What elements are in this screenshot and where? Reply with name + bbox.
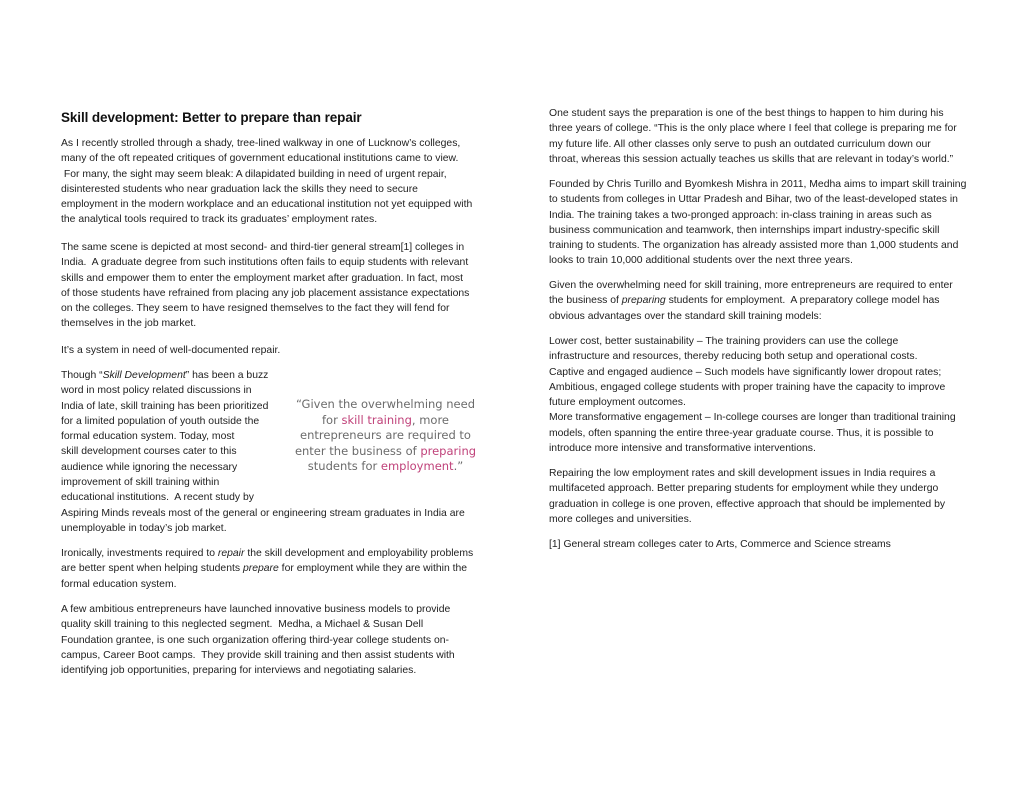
text-line bbox=[61, 368, 491, 383]
italic-term: preparing bbox=[621, 295, 666, 307]
text-line: skill development courses cater to this bbox=[61, 446, 237, 458]
text-line: quality skill training to this neglected segment. Medha, a Michael & Susan Dell bbox=[61, 619, 424, 631]
text-line: Captive and engaged audience – Such models have significantly lower dropout rates; bbox=[549, 366, 942, 378]
text-line: improvement of skill training within bbox=[61, 477, 220, 489]
text-line: Lower cost, better sustainability – The training providers can use the college bbox=[549, 336, 899, 347]
text-line: unemployable in today’s job market. bbox=[61, 522, 227, 534]
text-fragment: for employment while they are within the bbox=[278, 563, 468, 575]
italic-term: prepare bbox=[242, 563, 279, 575]
footnote: [1] General stream colleges cater to Arts, Commerce and Science streams bbox=[549, 539, 891, 550]
text-line: graduation in college is one proven, effective approach that should be implemented by bbox=[549, 498, 946, 510]
text-line: of those students have refrained from placing any job placement assistance expectations bbox=[61, 287, 470, 299]
text-line: The same scene is depicted at most second- and third-tier general stream[1] colleges in bbox=[61, 242, 465, 253]
text-line: throat, whereas this session actually teaches us skills that are relevant in today’s world.” bbox=[549, 153, 954, 165]
text-line: formal education system. bbox=[61, 578, 177, 590]
italic-term: Skill Development bbox=[102, 370, 186, 381]
text-line: More transformative engagement – In-college courses are longer than traditional training bbox=[549, 412, 956, 424]
quote-highlight: skill training bbox=[341, 412, 412, 427]
text-fragment: for bbox=[321, 412, 342, 427]
text-line: Repairing the low employment rates and skill development issues in India requires a bbox=[549, 468, 936, 479]
text-line: campus, Career Boot camps. They provide skill training and then assist students with bbox=[61, 649, 455, 661]
text-line: my future life. All other classes only serve to push an outdated curriculum down our bbox=[549, 138, 931, 150]
text-fragment: students for employment. A preparatory college model has bbox=[665, 295, 940, 307]
text-line bbox=[61, 561, 491, 576]
text-line: Given the overwhelming need for skill training, more entrepreneurs are required to enter bbox=[549, 280, 953, 291]
text-fragment: , more bbox=[411, 412, 450, 427]
text-line: educational institutions. A recent study by bbox=[61, 492, 254, 504]
text-line: infrastructure and resources, thereby reducing both setup and operational costs. bbox=[549, 351, 918, 363]
text-fragment: enter the business of bbox=[294, 443, 421, 458]
quote-line bbox=[283, 459, 488, 475]
pull-quote bbox=[283, 397, 488, 475]
text-line: future employment outcomes. bbox=[549, 397, 686, 409]
text-line: India. The training takes a two-pronged approach: in-class training in areas such as bbox=[549, 209, 932, 221]
paragraph-same-scene bbox=[61, 240, 491, 332]
text-line: looks to train 10,000 additional students over the next three years. bbox=[549, 255, 853, 267]
text-line: obvious advantages over the standard skill training models: bbox=[549, 310, 822, 322]
text-line: introduce more intensive and transformative interventions. bbox=[549, 443, 816, 455]
quote-highlight: employment bbox=[380, 459, 454, 473]
text-line: more colleges and universities. bbox=[549, 513, 692, 525]
text-line: One student says the preparation is one of the best things to happen to him during his bbox=[549, 108, 944, 119]
text-line: formal education system. Today, most bbox=[61, 431, 235, 443]
text-line: themselves in the job market. bbox=[61, 318, 197, 330]
text-line: business communication and teamwork, then internships impart industry-specific skill bbox=[549, 224, 940, 236]
text-line: word in most policy related discussions in bbox=[61, 385, 252, 397]
text-line: A few ambitious entrepreneurs have launched innovative business models to provide bbox=[61, 604, 451, 615]
text-line: Founded by Chris Turillo and Byomkesh Mishra in 2011, Medha aims to impart skill training bbox=[549, 179, 967, 190]
paragraph-ironically bbox=[61, 546, 491, 592]
text-line: disinterested students who near graduation lack the skills they need to secure bbox=[61, 183, 418, 195]
text-fragment: the skill development and employability problems bbox=[244, 548, 474, 559]
text-line: to students from colleges in Uttar Pradesh and Bihar, two of the least-developed states in bbox=[549, 194, 958, 206]
text-fragment: .” bbox=[453, 459, 464, 473]
quote-line: “Given the overwhelming need bbox=[296, 397, 475, 411]
quote-highlight: preparing bbox=[420, 443, 477, 458]
text-fragment: students for bbox=[307, 459, 381, 473]
paragraph-entrepreneurs bbox=[61, 602, 491, 678]
paragraph-need bbox=[549, 278, 979, 324]
text-fragment: the business of bbox=[549, 295, 622, 307]
text-line: on the colleges. They seem to have resigned themselves to the fact they will fend for bbox=[61, 303, 450, 315]
quote-line bbox=[283, 444, 488, 460]
text-line: models, often spanning the entire three-year graduate course. Thus, it is possible to bbox=[549, 427, 934, 439]
text-line: Ambitious, engaged college students with proper training have the capacity to improve bbox=[549, 381, 946, 393]
quote-line bbox=[283, 413, 488, 429]
paragraph-student-quote bbox=[549, 106, 979, 167]
text-line: employment in the modern workplace and an educational institution not yet equipped with bbox=[61, 199, 473, 211]
text-line: skills and empower them to enter the employment market after graduation. In fact, most bbox=[61, 272, 463, 284]
text-line: Foundation grantee, is one such organization offering third-year college students on- bbox=[61, 634, 449, 646]
paragraph-advantages bbox=[549, 334, 979, 456]
text-line: for a limited population of youth outside the bbox=[61, 415, 260, 427]
text-line: India. A graduate degree from such institutions often fails to equip students with relevant bbox=[61, 257, 469, 269]
text-line: three years of college. “This is the only place where I feel that college is preparing me for bbox=[549, 123, 957, 135]
paragraph-medha-founding bbox=[549, 177, 979, 269]
text-fragment: Ironically, investments required to bbox=[61, 548, 218, 559]
text-line: India of late, skill training has been prioritized bbox=[61, 400, 269, 412]
text-line: For many, the sight may seem bleak: A dilapidated building in need of urgent repair, bbox=[61, 168, 447, 180]
text-line: Aspiring Minds reveals most of the general or engineering stream graduates in India are bbox=[61, 507, 465, 519]
text-line: multifaceted approach. Better preparing students for employment while they undergo bbox=[549, 483, 939, 495]
paragraph-system-repair: It’s a system in need of well-documented repair. bbox=[61, 345, 281, 356]
text-line: many of the oft repeated critiques of government educational institutions came to view. bbox=[61, 153, 459, 165]
text-line: audience while ignoring the necessary bbox=[61, 461, 238, 473]
text-line bbox=[61, 546, 491, 561]
text-line: the analytical tools required to track its graduates’ employment rates. bbox=[61, 214, 378, 226]
text-line bbox=[549, 293, 979, 308]
text-fragment: Though “ bbox=[61, 370, 103, 381]
italic-term: repair bbox=[217, 548, 245, 559]
paragraph-conclusion bbox=[549, 466, 979, 527]
paragraph-intro bbox=[61, 136, 491, 228]
text-line: As I recently strolled through a shady, tree-lined walkway in one of Lucknow’s colleges, bbox=[61, 138, 461, 149]
article-title: Skill development: Better to prepare than repair bbox=[61, 110, 362, 125]
text-fragment: ” has been a buzz bbox=[185, 370, 269, 381]
text-fragment: are better spent when helping students bbox=[61, 563, 243, 575]
text-line: training to students. The organization has already assisted more than 1,000 students and bbox=[549, 240, 959, 252]
quote-line: entrepreneurs are required to bbox=[300, 428, 471, 442]
text-line: identifying job opportunities, preparing for interviews and negotiating salaries. bbox=[61, 665, 417, 677]
